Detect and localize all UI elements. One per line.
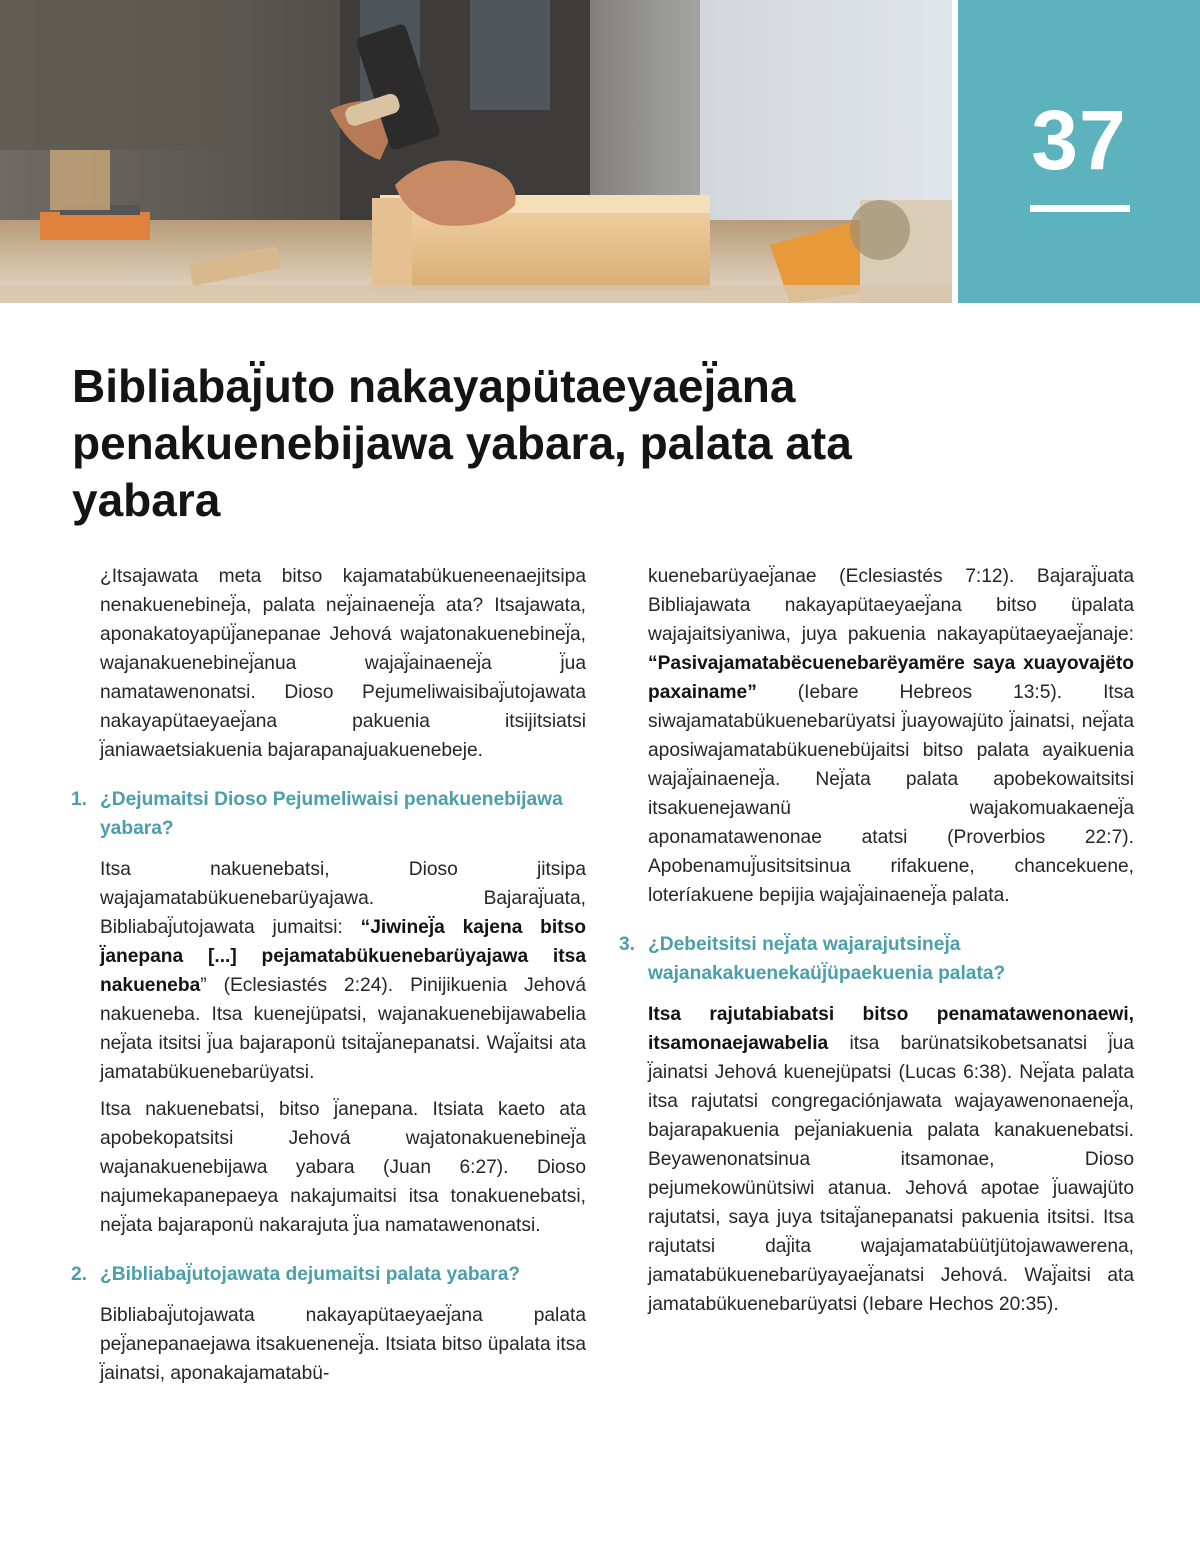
intro-paragraph: ¿Itsajawata meta bitso kajamatabükueneenaejitsipa nenakuenebinej̈a, palata nej̈ainaenej̈a ata? Itsajawata, aponakatoyapüj̈anepanae Jehová wajatonakuenebinej̈a, wajanakuenebinej̈anua wajaj̈ainaenej̈a j̈ua namatawenonatsi. Dioso Pejumeliwaisibaj̈utojawata nakayapütaeyaej̈ana pakuenia itsijitsiatsi j̈aniawaetsiakuenia bajarapanajuakuenebeje. [100, 566, 586, 761]
left-column [71, 562, 586, 1388]
carpenter-hammering-wood-image [0, 0, 952, 303]
question-1 [71, 785, 586, 843]
lesson-number-underline [1030, 205, 1130, 212]
question-text: ¿Debeitsitsi nej̈ata wajarajutsinej̈a wajanakakuenekaüj̈üpaekuenia palata? [648, 934, 1006, 984]
lesson-number: 37 [1031, 93, 1127, 187]
text-run: kuenebarüyaej̈anae (Eclesiastés 7:12). Bajaraj̈uata Bibliajawata nakayapütaeyaej̈ana bitso üpalata wajajaitsiyaniwa, juya pakuenia nakayapütaeyaej̈anaje: [648, 566, 1134, 645]
text-run: Itsa nakuenebatsi, Dioso jitsipa wajajamatabükuenebarüyajawa. Bajaraj̈uata, Bibliabaj̈utojawata jumaitsi: [100, 859, 586, 938]
section-1-paragraph-1 [100, 855, 586, 1087]
text-run: ” (Eclesiastés 2:24). Pinijikuenia Jehová nakueneba. Itsa kuenejüpatsi, wajanakuenebijawabelia nej̈ata itsitsi j̈ua bajaraponü tsitaj̈anepanatsi. Waj̈aitsi ata jamatabükuenebarüyatsi. [100, 975, 586, 1083]
question-text: ¿Bibliabaj̈utojawata dejumaitsi palata yabara? [100, 1264, 521, 1285]
section-2-paragraph-1-start: Bibliabaj̈utojawata nakayapütaeyaej̈ana palata pej̈anepanaejawa itsakuenenej̈a. Itsiata bitso üpalata itsa j̈ainatsi, aponakajamatabü- [100, 1305, 586, 1384]
text-run: (Iebare Hebreos 13:5). Itsa siwajamatabükuenebarüyatsi j̈uayowajüto j̈ainatsi, nej̈ata aposiwajamatabükuenebüjaitsi bitso palata ayaikuenia wajaj̈ainaenej̈a. Nej̈ata palata apobekowaitsitsi itsakuenejawanü wajakomuakaenej̈a aponamatawenonae atatsi (Proverbios 22:7). Apobenamuj̈usitsitsinua rifakuene, chancekuene, loteríakuene bepijia wajaj̈ainaenej̈a palata. [648, 682, 1134, 906]
section-1-paragraph-2: Itsa nakuenebatsi, bitso j̈anepana. Itsiata kaeto ata apobekopatsitsi Jehová wajatonakuenebinej̈a wajanakuenebijawa yabara (Juan 6:27). Dioso najumekapanepaeya nakajumaitsi itsa tonakuenebatsi, nej̈ata bajaraponü nakarajuta j̈ua namatawenonatsi. [100, 1099, 586, 1236]
hero-photo [0, 0, 952, 303]
text-run: itsa barünatsikobetsanatsi j̈ua j̈ainatsi Jehová kuenejüpatsi (Lucas 6:38). Nej̈ata palata itsa rajutatsi congregaciónjawata wajayawenonaenej̈a, bajarapakuenia pej̈aniakuenia palata kanakuenebatsi. Beyawenonatsinua itsamonae, Dioso pejumekowünütsiwi atanua. Jehová apotae j̈uawajüto rajutatsi, saya juya tsitaj̈anepanatsi pakuenia itsitsi. Itsa rajutatsi daj̈ita wajajamatabüütjütojawawerena, jamatabükuenebarüyayaej̈anatsi Jehová. Waj̈aitsi ata jamatabükuenebarüyatsi (Iebare Hechos 20:35). [648, 1033, 1134, 1315]
scripture-quote: “Pasivajamatabëcuenebarëyamëre saya xuayovajëto paxainame” [648, 653, 1134, 703]
page-title: Bibliabaj̈uto nakayapütaeyaej̈ana penakuenebijawa yabara, palata ata yabara [72, 360, 852, 526]
section-2-paragraph-1-continued [648, 562, 1134, 910]
question-3 [619, 930, 1134, 988]
question-number: 2. [71, 1264, 88, 1285]
right-column [619, 562, 1134, 1319]
lesson-number-badge [958, 0, 1200, 303]
question-number: 3. [619, 934, 636, 955]
scripture-quote: “Jiwinej̈a kajena bitso j̈anepana [...] pejamatabükuenebarüyajawa itsa nakueneba [100, 917, 586, 996]
question-2 [71, 1260, 586, 1289]
section-3-paragraph-1 [648, 1000, 1134, 1319]
question-text: ¿Dejumaitsi Dioso Pejumeliwaisi penakuenebijawa yabara? [100, 789, 563, 839]
question-number: 1. [71, 789, 88, 810]
bold-lead: Itsa rajutabiabatsi bitso penamatawenonaewi, itsamonaejawabelia [648, 1004, 1134, 1054]
